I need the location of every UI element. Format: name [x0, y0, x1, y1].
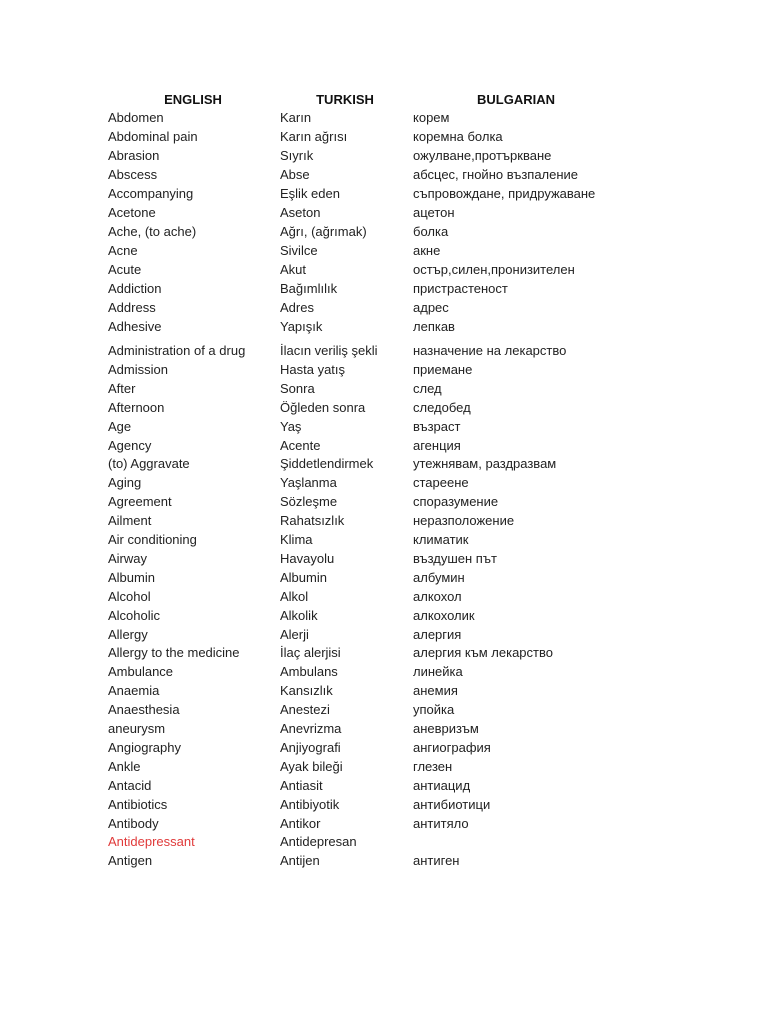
english-term: Antibiotics — [108, 796, 168, 812]
turkish-term: Ağrı, (ağrımak) — [280, 224, 367, 239]
turkish-term: Antikor — [280, 815, 321, 831]
english-term: Address — [108, 300, 156, 315]
table-row — [0, 109, 768, 127]
english-term: Allergy to the medicine — [108, 645, 240, 661]
bulgarian-term: пристрастеност — [413, 281, 508, 296]
bulgarian-term: болка — [413, 224, 449, 239]
turkish-term: Anjiyografi — [280, 739, 341, 755]
table-row — [0, 299, 768, 317]
english-term: Airway — [108, 550, 148, 566]
turkish-term: Yaşlanma — [280, 475, 337, 491]
english-term: Abdominal pain — [108, 129, 198, 144]
header-turkish: TURKISH — [316, 92, 374, 107]
english-term: Antigen — [108, 853, 153, 869]
table-row — [0, 607, 768, 625]
table-row — [0, 833, 768, 851]
bulgarian-term: възраст — [413, 418, 461, 434]
bulgarian-term: аневризъм — [413, 721, 479, 736]
english-term: Angiography — [108, 739, 181, 755]
bulgarian-term: стареене — [413, 475, 469, 491]
turkish-term: Ambulans — [280, 664, 338, 680]
turkish-term: Karın — [280, 110, 312, 125]
table-row — [0, 474, 768, 492]
table-row — [0, 418, 768, 436]
bulgarian-term: след — [413, 380, 442, 396]
turkish-term: Abse — [280, 167, 310, 182]
header-english: ENGLISH — [164, 92, 222, 107]
bulgarian-term: алергия към лекарство — [413, 645, 553, 661]
bulgarian-term: агенция — [413, 437, 461, 453]
table-row — [0, 318, 768, 336]
turkish-term: Akut — [280, 262, 307, 277]
table-row — [0, 380, 768, 398]
table-row — [0, 739, 768, 757]
bulgarian-term: приемане — [413, 361, 473, 377]
turkish-term: Acente — [280, 437, 321, 453]
table-row — [0, 796, 768, 814]
bulgarian-term: алкохолик — [413, 607, 475, 623]
bulgarian-term: утежнявам, раздразвам — [413, 456, 557, 472]
table-row — [0, 204, 768, 222]
bulgarian-term: ожулване,протъркване — [413, 148, 552, 163]
english-term: After — [108, 380, 136, 396]
turkish-term: Klima — [280, 532, 313, 547]
turkish-term: Yapışık — [280, 319, 323, 334]
bulgarian-term: адрес — [413, 300, 449, 315]
turkish-term: Havayolu — [280, 550, 335, 566]
table-row — [0, 361, 768, 379]
table-row — [0, 280, 768, 298]
english-term: Albumin — [108, 569, 155, 585]
english-term: Abrasion — [108, 148, 160, 163]
turkish-term: Eşlik eden — [280, 186, 340, 201]
table-row — [0, 720, 768, 738]
english-term: Anaesthesia — [108, 702, 180, 718]
bulgarian-term: коремна болка — [413, 129, 503, 144]
bulgarian-term: ангиография — [413, 739, 491, 755]
table-row — [0, 185, 768, 203]
table-row — [0, 128, 768, 146]
bulgarian-term: алергия — [413, 626, 462, 642]
english-term: Acne — [108, 243, 138, 258]
english-term: Ambulance — [108, 664, 174, 680]
english-term: Ache, (to ache) — [108, 224, 197, 239]
table-row — [0, 815, 768, 833]
bulgarian-term: лепкав — [413, 319, 455, 334]
table-row — [0, 777, 768, 795]
english-term: Abscess — [108, 167, 158, 182]
turkish-term: Bağımlılık — [280, 281, 338, 296]
english-term: Age — [108, 418, 132, 434]
turkish-term: Anestezi — [280, 702, 330, 718]
bulgarian-term: климатик — [413, 532, 469, 547]
turkish-term: Albumin — [280, 569, 327, 585]
table-row — [0, 644, 768, 662]
english-term: Admission — [108, 361, 168, 377]
table-row — [0, 242, 768, 260]
turkish-term: İlacın veriliş şekli — [280, 343, 378, 358]
turkish-term: Yaş — [280, 418, 302, 434]
table-row — [0, 663, 768, 681]
english-term: Addiction — [108, 281, 162, 296]
turkish-term: İlaç alerjisi — [280, 645, 341, 661]
turkish-term: Şiddetlendirmek — [280, 456, 374, 472]
bulgarian-term: антитяло — [413, 815, 469, 831]
turkish-term: Antidepresan — [280, 834, 357, 850]
bulgarian-term: антибиотици — [413, 796, 491, 812]
table-row — [0, 626, 768, 644]
table-row — [0, 223, 768, 241]
table-row — [0, 682, 768, 700]
turkish-term: Anevrizma — [280, 721, 342, 736]
english-term: Abdomen — [108, 110, 164, 125]
english-term: (to) Aggravate — [108, 456, 190, 472]
table-row — [0, 147, 768, 165]
table-row — [0, 512, 768, 530]
bulgarian-term: линейка — [413, 664, 463, 680]
turkish-term: Sivilce — [280, 243, 318, 258]
bulgarian-term: глезен — [413, 758, 453, 774]
turkish-term: Karın ağrısı — [280, 129, 348, 144]
table-row — [0, 261, 768, 279]
turkish-term: Ayak bileği — [280, 758, 343, 774]
english-term: Antibody — [108, 815, 159, 831]
english-term: Agency — [108, 437, 152, 453]
turkish-term: Kansızlık — [280, 683, 333, 699]
english-term: Air conditioning — [108, 532, 197, 547]
bulgarian-term: съпровождане, придружаване — [413, 186, 596, 201]
bulgarian-term: неразположение — [413, 513, 515, 529]
table-row — [0, 588, 768, 606]
english-term: Accompanying — [108, 186, 194, 201]
english-term: Agreement — [108, 494, 172, 510]
english-term: Antidepressant — [108, 834, 195, 850]
table-row — [0, 342, 768, 360]
bulgarian-term: антиацид — [413, 777, 471, 793]
turkish-term: Sıyrık — [280, 148, 314, 163]
english-term: Acetone — [108, 205, 156, 220]
english-term: Allergy — [108, 626, 148, 642]
table-row — [0, 437, 768, 455]
header-bulgarian: BULGARIAN — [477, 92, 555, 107]
english-term: Afternoon — [108, 399, 165, 415]
bulgarian-term: назначение на лекарство — [413, 343, 567, 358]
turkish-term: Öğleden sonra — [280, 399, 366, 415]
english-term: aneurysm — [108, 721, 166, 736]
bulgarian-term: анемия — [413, 683, 458, 699]
english-term: Antacid — [108, 777, 152, 793]
bulgarian-term: акне — [413, 243, 441, 258]
turkish-term: Sonra — [280, 380, 315, 396]
turkish-term: Aseton — [280, 205, 321, 220]
english-term: Anaemia — [108, 683, 160, 699]
turkish-term: Alkolik — [280, 607, 318, 623]
english-term: Ailment — [108, 513, 152, 529]
bulgarian-term: антиген — [413, 853, 460, 869]
english-term: Administration of a drug — [108, 343, 246, 358]
table-row — [0, 166, 768, 184]
english-term: Adhesive — [108, 319, 162, 334]
table-row — [0, 569, 768, 587]
turkish-term: Alerji — [280, 626, 309, 642]
english-term: Acute — [108, 262, 142, 277]
turkish-term: Sözleşme — [280, 494, 338, 510]
table-row — [0, 531, 768, 549]
table-row — [0, 852, 768, 870]
turkish-term: Antibiyotik — [280, 796, 340, 812]
bulgarian-term: алкохол — [413, 588, 462, 604]
turkish-term: Alkol — [280, 588, 309, 604]
bulgarian-term: ацетон — [413, 205, 455, 220]
table-row — [0, 550, 768, 568]
turkish-term: Hasta yatış — [280, 361, 346, 377]
turkish-term: Antiasit — [280, 777, 323, 793]
table-row — [0, 701, 768, 719]
bulgarian-term: абсцес, гнойно възпаление — [413, 167, 579, 182]
turkish-term: Antijen — [280, 853, 320, 869]
turkish-term: Rahatsızlık — [280, 513, 345, 529]
bulgarian-term: албумин — [413, 569, 465, 585]
english-term: Ankle — [108, 758, 141, 774]
bulgarian-term: споразумение — [413, 494, 499, 510]
bulgarian-term: въздушен път — [413, 550, 497, 566]
bulgarian-term: следобед — [413, 399, 471, 415]
turkish-term: Adres — [280, 300, 314, 315]
table-row — [0, 493, 768, 511]
bulgarian-term: упойка — [413, 702, 455, 718]
table-row — [0, 758, 768, 776]
english-term: Alcoholic — [108, 607, 161, 623]
english-term: Aging — [108, 475, 142, 491]
table-row — [0, 455, 768, 473]
bulgarian-term: корем — [413, 110, 450, 125]
bulgarian-term: остър,силен,пронизителен — [413, 262, 575, 277]
english-term: Alcohol — [108, 588, 151, 604]
table-row — [0, 399, 768, 417]
